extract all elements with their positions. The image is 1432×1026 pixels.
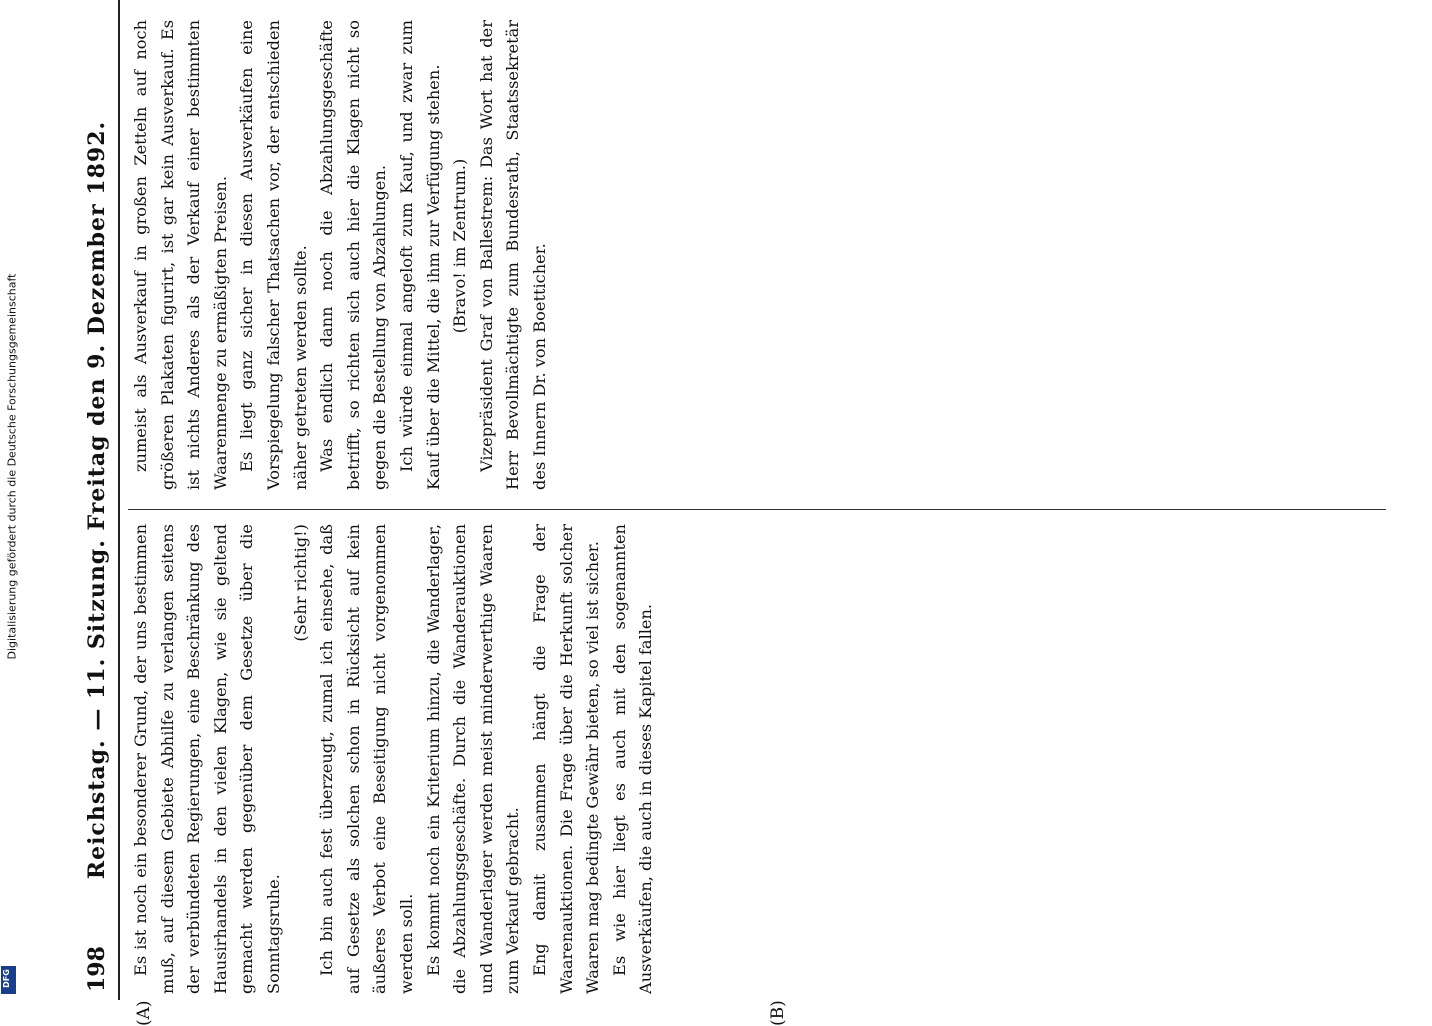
page-title: Reichstag. — 11. Sitzung. Freitag den 9. Dezember 1892. [84, 120, 110, 880]
paragraph: Vizepräsident Graf von Ballestrem: Das Wort hat der Herr Bevollmächtigte zum Bundesrath, Staatssekretär des Innern Dr. von Boetticher. [476, 20, 549, 490]
paragraph: (Sehr richtig!) [290, 524, 310, 642]
left-column [128, 524, 1386, 994]
paragraph: Es liegt ganz sicher in diesen Ausverkäufen eine Vorspiegelung falscher Thatsachen vor, der entschieden näher getreten werden sollte. [237, 20, 310, 490]
margin-mark-b: (B) [768, 1000, 788, 1026]
dfg-logo [1, 966, 16, 994]
column-divider [128, 509, 1386, 510]
credit-text: Digitalisierung gefördert durch die Deutsche Forschungsgemeinschaft [5, 273, 19, 660]
page-header [80, 0, 116, 1000]
paragraph: Es ist noch ein besonderer Grund, der uns bestimmen muß, auf diesem Gebiete Abhilfe zu verlangen seitens der verbündeten Regierungen, eine Beschränkung des Hausirhandels in den vielen Klagen, wie sie geltend gemacht werden gegenüber dem Gesetze über die Sonntagsruhe. [131, 524, 283, 994]
paragraph: Es kommt noch ein Kriterium hinzu, die Wanderlager, die Abzahlungsgeschäfte. Durch die Wanderauktionen und Wanderlager werden meist minderwerthige Waaren zum Verkauf gebracht. [423, 524, 523, 994]
page [78, 0, 1396, 1026]
paragraph: zumeist als Ausverkauf in großen Zetteln auf noch größeren Plakaten figurirt, ist gar kein Ausverkauf. Es ist nichts Anderes als der Verkauf einer bestimmten Waarenmenge zu ermäßigten Preisen. [131, 20, 230, 490]
header-rule [118, 0, 120, 1000]
paragraph: Ich würde einmal angeloft zum Kauf, und zwar zum Kauf über die Mittel, die ihm zur Verfügung stehen. [396, 20, 443, 490]
margin-mark-a: (A) [134, 1000, 154, 1026]
paragraph: (Bravo! im Zentrum.) [450, 158, 470, 334]
dfg-logo-text: DFG [1, 969, 11, 988]
paragraph: Es wie hier liegt es auch mit den sogenannten Ausverkäufen, die auch in dieses Kapitel fallen. [609, 524, 656, 994]
page-number: 198 [84, 946, 110, 992]
digitization-credit [2, 30, 18, 930]
paragraph: Eng damit zusammen hängt die Frage der Waarenauktionen. Die Frage über die Herkunft solcher Waaren mag bedingte Gewähr bieten, so viel ist sicher. [529, 524, 603, 994]
right-column [128, 20, 1386, 490]
paragraph: Ich bin auch fest überzeugt, zumal ich einsehe, daß auf Gesetze als solchen schon in Rücksicht auf kein äußeres Verbot eine Beseitigung nicht vorgenommen werden soll. [317, 524, 416, 994]
paragraph: Was endlich dann noch die Abzahlungsgeschäfte betrifft, so richten sich auch hier die Klagen nicht so gegen die Bestellung von Abzahlungen. [317, 20, 390, 490]
